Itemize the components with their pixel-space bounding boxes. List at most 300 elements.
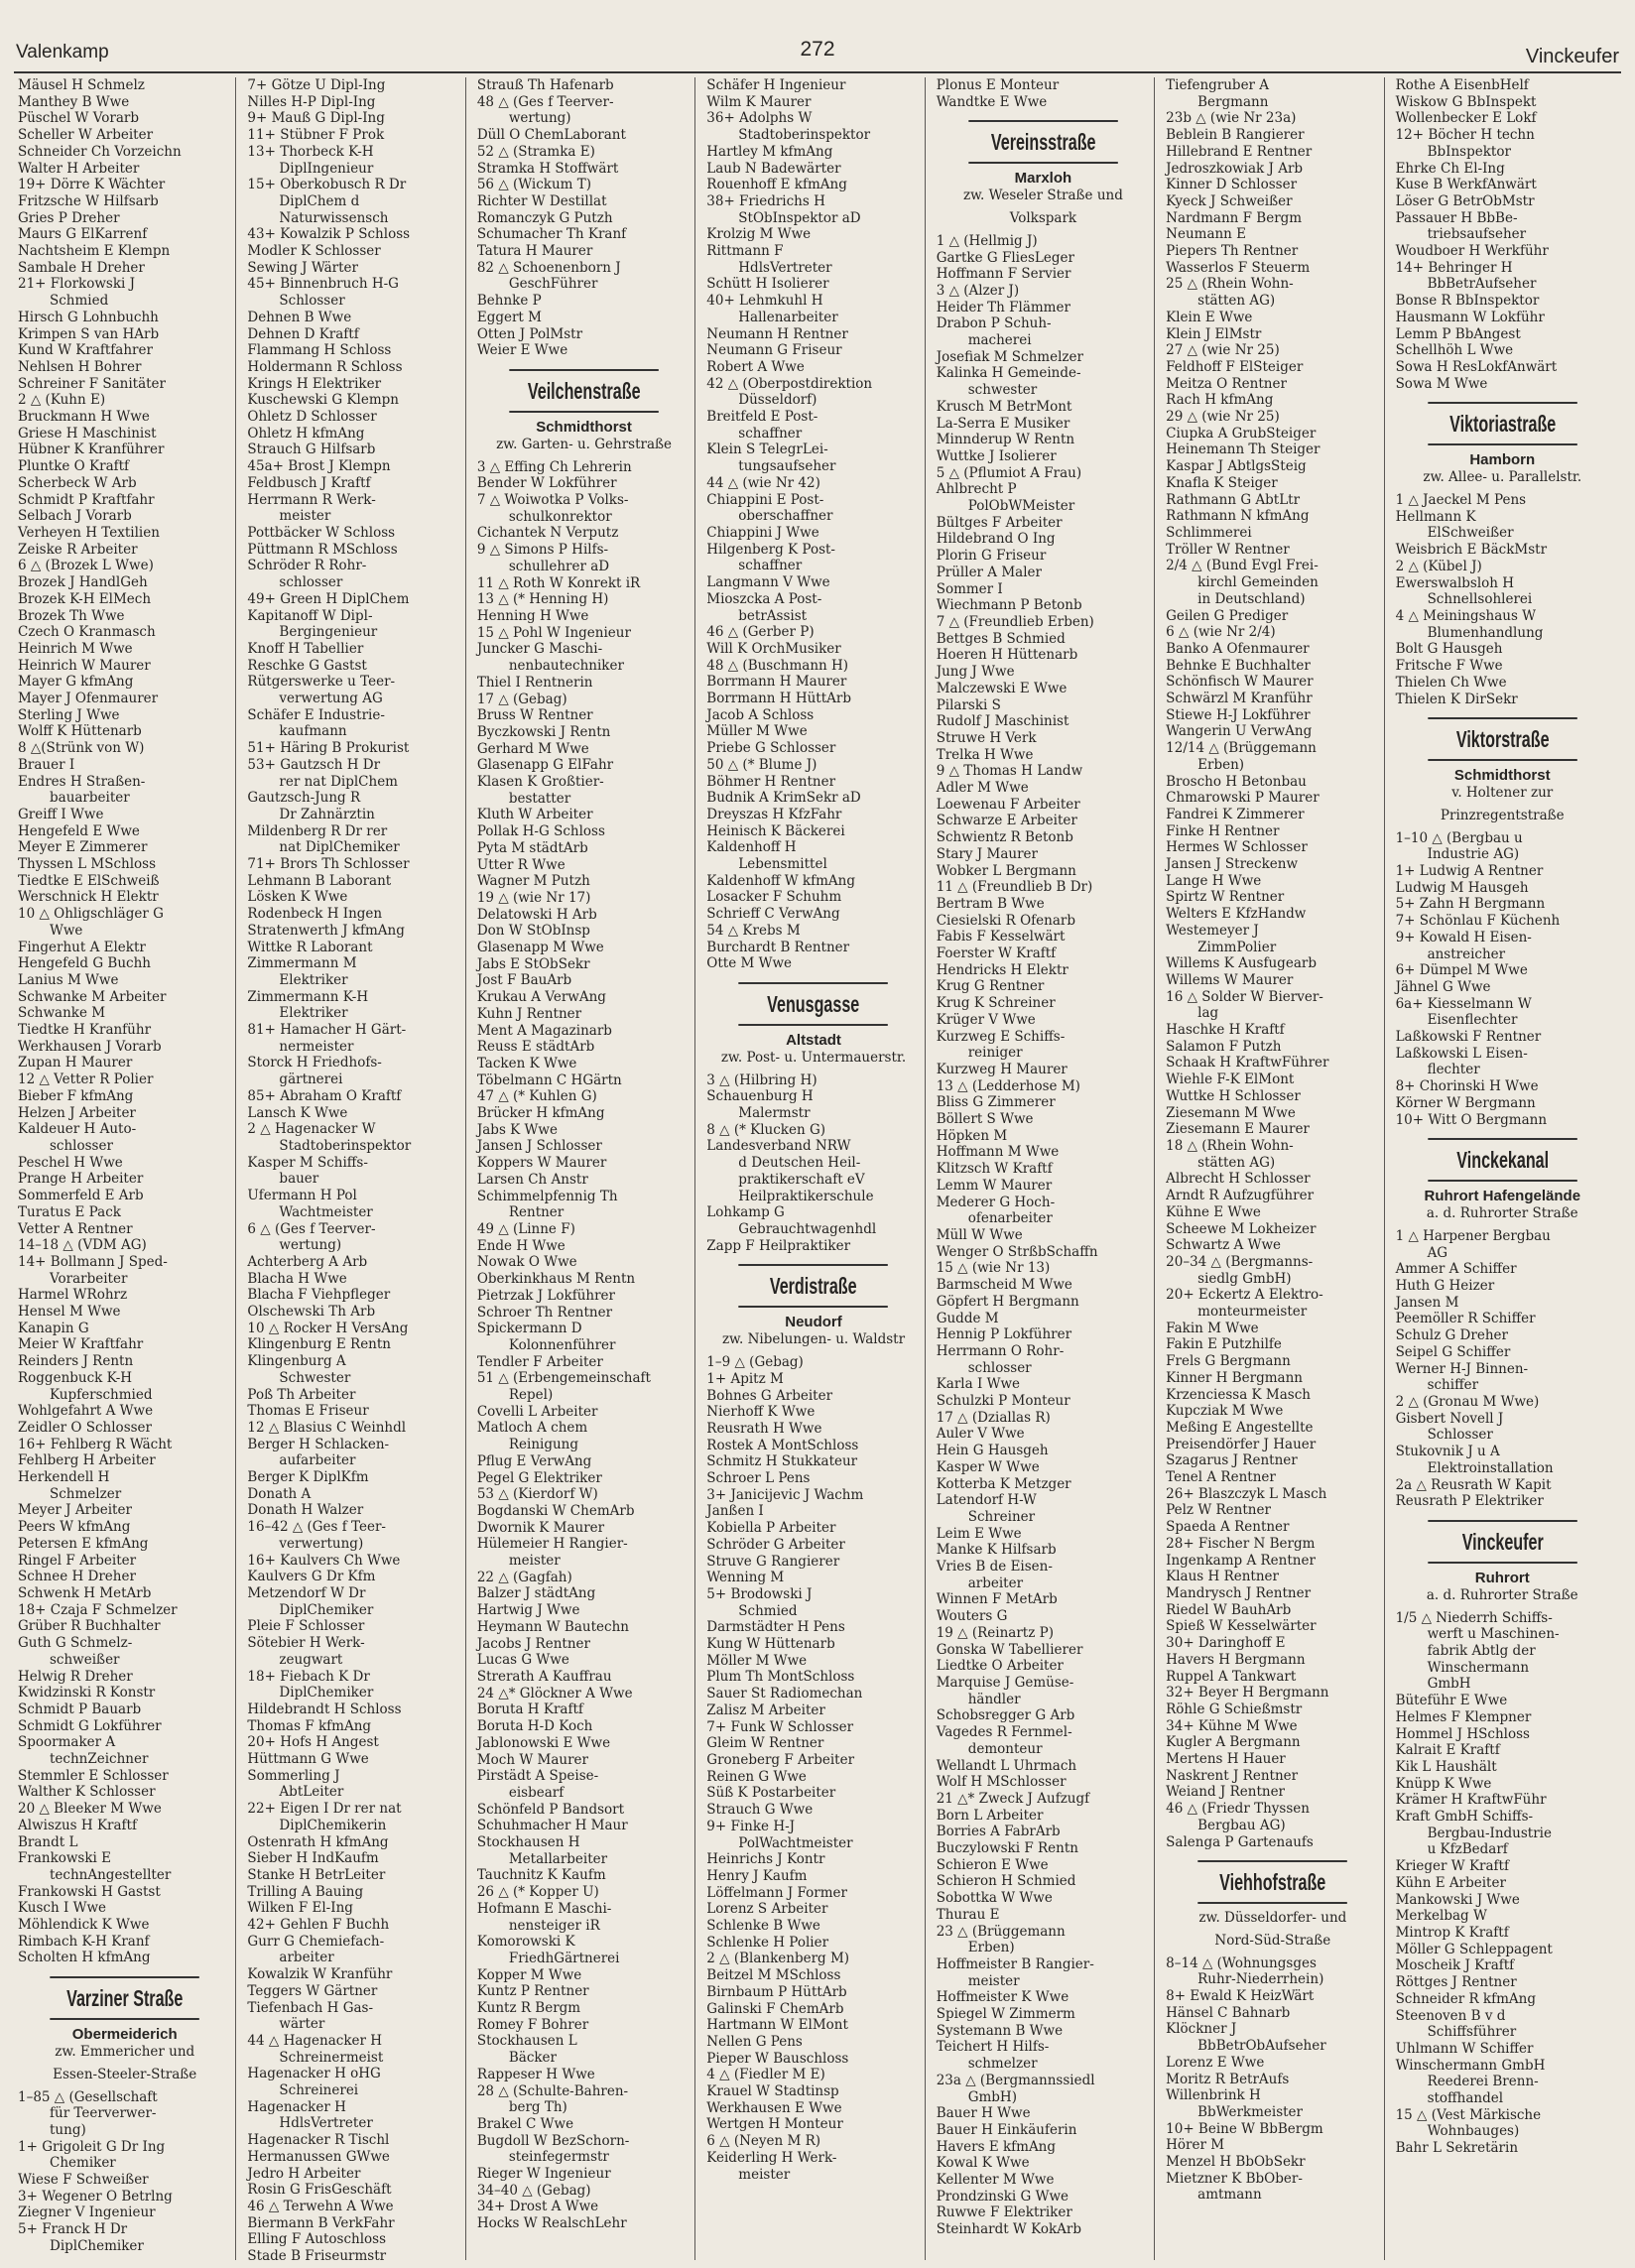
directory-entry: Laßkowski F Rentner	[1395, 1029, 1542, 1046]
entry-continuation: wertung)	[508, 110, 571, 127]
directory-entry: Trilling A Bauing	[247, 1883, 364, 1900]
entry-continuation: macherei	[967, 332, 1032, 349]
entry-continuation: rer nat DiplChem	[279, 773, 398, 790]
directory-entry: Kluth W Arbeiter	[476, 807, 593, 823]
directory-entry: Marquise J Gemüse-	[936, 1674, 1074, 1691]
directory-entry: Hartley M kfmAng	[706, 143, 833, 160]
entry-continuation: schwester	[967, 382, 1038, 399]
directory-entry: Minnderup W Rentn	[936, 432, 1075, 448]
directory-entry: 1+ Apitz M	[706, 1370, 784, 1387]
directory-entry: Jacob A Schloss	[706, 706, 815, 723]
directory-entry: Wertgen H Monteur	[706, 2116, 843, 2133]
directory-entry: Schönfisch W Maurer	[1166, 674, 1314, 691]
directory-entry: Nilles H-P Dipl-Ing	[247, 93, 376, 110]
directory-entry: Lohkamp G	[706, 1204, 785, 1221]
directory-entry: Zeiske R Arbeiter	[18, 541, 138, 558]
directory-entry: Krukau A VerwAng	[476, 989, 606, 1006]
directory-entry: Tauchnitz K Kaufm	[476, 1867, 606, 1884]
directory-entry: Harmel WRohrz	[18, 1287, 128, 1304]
directory-entry: 52 △ (Stramka E)	[476, 143, 595, 160]
directory-entry: Düll O ChemLaborant	[476, 127, 626, 144]
directory-entry: 3 △ Effing Ch Lehrerin	[476, 458, 632, 475]
directory-entry: Foerster W Kraftf	[936, 945, 1057, 962]
entry-continuation: bauer	[279, 1171, 319, 1188]
directory-entry: Ende H Wwe	[476, 1237, 566, 1254]
directory-entry: 19+ Dörre K Wächter	[18, 177, 166, 193]
directory-entry: Schneider R kfmAng	[1395, 1990, 1536, 2007]
directory-entry: Bolt G Hausgeh	[1395, 641, 1503, 658]
directory-entry: Peers W kfmAng	[18, 1519, 131, 1536]
directory-entry: 1–85 △ (Gesellschaft	[18, 2088, 158, 2105]
directory-entry: Nellen G Pens	[706, 2033, 803, 2050]
directory-entry: Spaeda A Rentner	[1166, 1519, 1290, 1536]
directory-entry: Jähnel G Wwe	[1395, 978, 1491, 995]
directory-entry: Ziegner V Ingenieur	[18, 2205, 156, 2221]
directory-entry: Schulz G Dreher	[1395, 1327, 1508, 1344]
directory-entry: 34+ Drost A Wwe	[476, 2199, 599, 2215]
entry-continuation: Metallarbeiter	[508, 1850, 608, 1867]
directory-entry: Reusrath H Wwe	[706, 1420, 822, 1437]
entry-continuation: nermeister	[279, 1038, 354, 1055]
directory-entry: Bogdanski W ChemArb	[476, 1502, 635, 1519]
directory-entry: Gleim W Rentner	[706, 1735, 824, 1752]
directory-entry: Krieger W Kraftf	[1395, 1858, 1509, 1875]
directory-entry: Hausmann W Lokführ	[1395, 309, 1545, 325]
directory-entry: Rappeser H Wwe	[476, 2066, 595, 2082]
directory-entry: Auler V Wwe	[936, 1426, 1025, 1443]
directory-entry: Schlimmerei	[1166, 524, 1252, 541]
directory-entry: 2 △ (Gronau M Wwe)	[1395, 1394, 1540, 1410]
directory-column	[1392, 77, 1613, 2260]
directory-entry: Robert A Wwe	[706, 358, 805, 375]
directory-entry: 14–18 △ (VDM AG)	[18, 1237, 147, 1254]
directory-entry: Lansch K Wwe	[247, 1104, 348, 1121]
directory-entry: Kupcziak M Wwe	[1166, 1403, 1284, 1420]
directory-entry: 6 △ (Neyen M R)	[706, 2133, 821, 2150]
entry-continuation: Schnellsohlerei	[1427, 591, 1533, 608]
directory-entry: Lanius M Wwe	[18, 971, 119, 988]
directory-entry: Kaldenhoff H	[706, 839, 797, 856]
street-location: zw. Allee- u. Parallelstr.	[1423, 469, 1582, 486]
directory-entry: La-Serra E Musiker	[936, 415, 1070, 432]
entry-continuation: Bergingenieur	[279, 624, 378, 641]
directory-entry: 22+ Eigen I Dr rer nat	[247, 1801, 402, 1818]
directory-entry: 85+ Abraham O Kraftf	[247, 1087, 402, 1104]
directory-entry: 20+ Hofs H Angest	[247, 1734, 379, 1751]
directory-entry: Holdermann R Schloss	[247, 358, 403, 375]
directory-entry: Fakin E Putzhilfe	[1166, 1336, 1282, 1353]
directory-entry: Wasserlos F Steuerm	[1166, 259, 1311, 276]
directory-entry: Tenel A Rentner	[1166, 1469, 1276, 1486]
directory-entry: 2/4 △ (Bund Evgl Frei-	[1166, 558, 1319, 574]
directory-entry: Rudolf J Maschinist	[936, 713, 1069, 730]
directory-entry: Strerath A Kauffrau	[476, 1668, 612, 1685]
directory-entry: Neumann E	[1166, 226, 1247, 243]
directory-entry: Bohnes G Arbeiter	[706, 1387, 833, 1404]
entry-continuation: Düsseldorf)	[738, 392, 818, 409]
directory-entry: 40+ Lehmkuhl H	[706, 293, 823, 310]
directory-entry: 9 △ Thomas H Landw	[936, 763, 1083, 780]
page-header	[16, 30, 1619, 69]
entry-continuation: eisbearf	[508, 1784, 565, 1801]
directory-entry: Riedel W BauhArb	[1166, 1601, 1292, 1618]
directory-entry: Kaldenhoff W kfmAng	[706, 872, 855, 889]
directory-entry: Juncker G Maschi-	[476, 641, 603, 658]
entry-continuation: schaffner	[738, 425, 803, 441]
directory-entry: Frankowski E	[18, 1850, 111, 1867]
directory-entry: Zalisz M Arbeiter	[706, 1701, 825, 1718]
directory-entry: 12/14 △ (Brüggemann	[1166, 740, 1317, 757]
directory-entry: Röhle G Schießmstr	[1166, 1701, 1303, 1717]
entry-continuation: Schwester	[279, 1369, 351, 1386]
directory-entry: Liedtke O Arbeiter	[936, 1658, 1064, 1675]
directory-entry: Balzer J städtAng	[476, 1585, 596, 1602]
directory-entry: Schwarze E Arbeiter	[936, 813, 1077, 829]
directory-entry: Reinen G Wwe	[706, 1768, 807, 1785]
directory-entry: Göpfert H Bergmann	[936, 1293, 1079, 1310]
directory-entry: Jung J Wwe	[936, 664, 1015, 681]
directory-entry: 9+ Kowald H Eisen-	[1395, 929, 1532, 945]
directory-entry: 81+ Hamacher H Gärt-	[247, 1022, 407, 1039]
directory-entry: Otten J PolMstr	[476, 325, 583, 342]
directory-entry: Storck H Friedhofs-	[247, 1055, 382, 1071]
directory-entry: Fabis F Kesselwärt	[936, 929, 1066, 945]
directory-entry: Pyta M städtArb	[476, 839, 588, 856]
page-number: 272	[800, 38, 835, 61]
directory-entry: Weisbrich E BäckMstr	[1395, 542, 1548, 559]
entry-continuation: schlosser	[967, 1359, 1032, 1376]
directory-entry: Zupan H Maurer	[18, 1055, 133, 1071]
directory-entry: Blacha H Wwe	[247, 1270, 347, 1287]
directory-entry: Modler K Schlosser	[247, 243, 381, 260]
directory-entry: Biermann B VerkFahr	[247, 2214, 395, 2231]
directory-entry: 71+ Brors Th Schlosser	[247, 856, 410, 873]
directory-entry: 51 △ (Erbengemeinschaft	[476, 1370, 651, 1387]
directory-entry: Heinrichs J Kontr	[706, 1851, 825, 1868]
directory-entry: 1–9 △ (Gebag)	[706, 1354, 804, 1371]
directory-entry: Sowa H ResLokfAnwärt	[1395, 358, 1558, 375]
directory-entry: 6+ Dümpel M Wwe	[1395, 962, 1528, 979]
directory-entry: Romey F Bohrer	[476, 2016, 589, 2033]
directory-entry: Klein J ElMstr	[1166, 325, 1262, 342]
directory-entry: Born L Arbeiter	[936, 1807, 1044, 1824]
directory-entry: Elling F Autoschloss	[247, 2231, 386, 2248]
directory-entry: Brücker H kfmAng	[476, 1105, 605, 1122]
directory-entry: 7+ Götze U Dipl-Ing	[247, 77, 386, 93]
directory-entry: Meyer J Arbeiter	[18, 1502, 132, 1519]
directory-entry: Schwanke M	[18, 1005, 106, 1022]
directory-entry: Schütt H Isolierer	[706, 276, 829, 293]
directory-entry: 12 △ Blasius C Weinhdl	[247, 1419, 407, 1436]
directory-entry: 54 △ Krebs M	[706, 922, 801, 939]
directory-entry: Borrmann H HüttArb	[706, 691, 851, 707]
directory-entry: Wandtke E Wwe	[936, 93, 1048, 110]
entry-continuation: DiplIngenieur	[279, 160, 374, 177]
directory-entry: Behnke P	[476, 293, 542, 310]
street-location: zw. Garten- u. Gehrstraße	[496, 436, 673, 452]
directory-entry: Böllert S Wwe	[936, 1111, 1034, 1128]
directory-entry: 7 △ (Freundlieb Erben)	[936, 613, 1094, 630]
directory-entry: Prondzinski G Wwe	[936, 2188, 1069, 2205]
directory-entry: Nehlsen H Bohrer	[18, 358, 142, 375]
directory-entry: Spickermann D	[476, 1321, 582, 1337]
district-name: Schmidthorst	[536, 418, 632, 436]
directory-entry: Ehrke Ch El-Ing	[1395, 160, 1505, 177]
directory-entry: 2a △ Reusrath W Kapit	[1395, 1476, 1552, 1493]
entry-continuation: Dr Zahnärztin	[279, 806, 375, 822]
entry-continuation: schaffner	[738, 558, 803, 574]
entry-continuation: anstreicher	[1427, 945, 1506, 962]
directory-entry: Struwe H Verk	[936, 729, 1037, 746]
directory-entry: Werschnick H Elektr	[18, 889, 159, 906]
entry-continuation: arbeiter	[279, 1950, 334, 1966]
entry-continuation: Repel)	[508, 1387, 554, 1404]
entry-continuation: u KfzBedarf	[1427, 1841, 1508, 1858]
directory-entry: Otte M Wwe	[706, 955, 793, 972]
directory-entry: Klingenburg A	[247, 1353, 346, 1370]
directory-entry: 38+ Friedrichs H	[706, 192, 825, 209]
directory-entry: Püschel W Vorarb	[18, 110, 139, 127]
directory-entry: Haschke H Kraftf	[1166, 1022, 1285, 1039]
entry-continuation: stätten AG)	[1197, 293, 1276, 310]
entry-continuation: siedlg GmbH)	[1197, 1270, 1292, 1287]
directory-entry: Koppers W Maurer	[476, 1155, 607, 1172]
directory-entry: Klasen K Großtier-	[476, 774, 604, 791]
entry-continuation: aufarbeiter	[279, 1452, 356, 1469]
directory-entry: Gautzsch-Jung R	[247, 790, 361, 807]
directory-entry: Strauß Th Hafenarb	[476, 77, 614, 93]
directory-entry: Klingenburg E Rentn	[247, 1336, 391, 1353]
entry-continuation: Hallenarbeiter	[738, 309, 838, 325]
directory-entry: 5+ Brodowski J	[706, 1585, 813, 1602]
directory-entry: Kusch I Wwe	[18, 1900, 107, 1917]
directory-entry: Henning H Wwe	[476, 607, 589, 624]
directory-entry: 7+ Funk W Schlosser	[706, 1718, 854, 1735]
directory-entry: Olschewski Th Arb	[247, 1304, 376, 1321]
directory-entry: Schaak H KraftwFührer	[1166, 1055, 1329, 1071]
directory-entry: Barmscheid M Wwe	[936, 1277, 1072, 1294]
directory-entry: Vetter A Rentner	[18, 1220, 133, 1237]
directory-entry: Szagarus J Rentner	[1166, 1452, 1298, 1469]
directory-entry: Sambale H Dreher	[18, 259, 145, 276]
directory-entry: Steenoven B v d	[1395, 2007, 1506, 2024]
entry-continuation: StObInspektor aD	[738, 209, 861, 226]
directory-entry: Donath H Walzer	[247, 1502, 364, 1519]
directory-entry: 20 △ Bleeker M Wwe	[18, 1801, 162, 1818]
directory-entry: 23 △ (Brüggemann	[936, 1923, 1066, 1940]
entry-continuation: verwertung AG	[279, 691, 383, 707]
directory-entry: Trelka H Wwe	[936, 746, 1034, 763]
directory-entry: Matloch A chem	[476, 1420, 588, 1437]
directory-entry: 15 △ Pohl W Ingenieur	[476, 624, 631, 641]
directory-entry: Havers H Bergmann	[1166, 1651, 1306, 1668]
directory-entry: Schnee H Dreher	[18, 1569, 136, 1585]
directory-entry: Prüller A Maler	[936, 564, 1042, 580]
directory-entry: 23a △ (Bergmannssiedl	[936, 2072, 1095, 2088]
entry-continuation: wertung)	[279, 1237, 342, 1254]
directory-entry: Schmidt P Kraftfahr	[18, 491, 155, 508]
directory-entry: Möller G Schleppagent	[1395, 1941, 1553, 1957]
directory-entry: Krings H Elektriker	[247, 375, 382, 392]
directory-entry: Frankowski H Gastst	[18, 1883, 161, 1900]
directory-entry: Bauer H Einkäuferin	[936, 2121, 1077, 2138]
directory-entry: Hänsel C Bahnarb	[1166, 2004, 1291, 2021]
directory-entry: Rimbach K-H Kranf	[18, 1933, 150, 1950]
directory-entry: Wolff K Hüttenarb	[18, 723, 142, 740]
directory-entry: Teichert H Hilfs-	[936, 2039, 1050, 2056]
directory-entry: Kik L Haushält	[1395, 1758, 1497, 1775]
directory-entry: Sowa M Wwe	[1395, 375, 1488, 392]
directory-entry: Strauch G Wwe	[706, 1802, 814, 1819]
directory-entry: Lorenz E Wwe	[1166, 2054, 1265, 2071]
district-name: Obermeiderich	[71, 2026, 178, 2044]
directory-entry: Josefiak M Schmelzer	[936, 348, 1083, 365]
directory-entry: Stiewe H-J Lokführer	[1166, 706, 1311, 723]
directory-entry: Hagenacker H	[247, 2098, 346, 2115]
entry-continuation: Elektriker	[279, 971, 348, 988]
directory-entry: Reinders J Rentn	[18, 1353, 134, 1370]
directory-entry: Bieber F kfmAng	[18, 1087, 134, 1104]
directory-entry: Kühne E Wwe	[1166, 1203, 1261, 1220]
directory-entry: Hirsch G Lohnbuchh	[18, 309, 159, 325]
directory-entry: Hübner K Kranführer	[18, 441, 165, 458]
entry-continuation: oberschaffner	[738, 508, 833, 525]
directory-entry: Dwornik K Maurer	[476, 1519, 605, 1536]
directory-entry: Löser G BetrObMstr	[1395, 192, 1535, 209]
directory-entry: 25 △ (Rhein Wohn-	[1166, 276, 1294, 293]
directory-columns	[14, 77, 1621, 2260]
directory-entry: Sieber H IndKaufm	[247, 1850, 379, 1867]
directory-entry: 15+ Oberkobusch R Dr	[247, 177, 407, 193]
directory-entry: Groneberg F Arbeiter	[706, 1751, 855, 1768]
directory-entry: Pollak H-G Schloss	[476, 823, 605, 840]
directory-entry: Hein G Hausgeh	[936, 1443, 1049, 1459]
directory-entry: Brauer I	[18, 756, 75, 773]
directory-entry: 12 △ Vetter R Polier	[18, 1071, 154, 1088]
directory-entry: Thomas F kfmAng	[247, 1717, 372, 1734]
entry-continuation: Stadtoberinspektor	[738, 127, 871, 144]
directory-entry: Süß K Postarbeiter	[706, 1785, 836, 1802]
directory-entry: Heinisch K Bäckerei	[706, 822, 845, 839]
directory-entry: Stockhausen H	[476, 1834, 580, 1851]
entry-continuation: schlosser	[50, 1138, 113, 1154]
directory-entry: Karla I Wwe	[936, 1376, 1020, 1393]
directory-entry: Nierhoff K Wwe	[706, 1404, 816, 1421]
directory-entry: Mayer J Ofenmaurer	[18, 691, 159, 707]
directory-entry: Schuhmacher H Maur	[476, 1818, 628, 1834]
directory-entry: Hennig P Lokführer	[936, 1326, 1072, 1343]
directory-entry: Brandt L	[18, 1833, 78, 1850]
entry-continuation: Schmied	[50, 293, 109, 310]
directory-entry: Hagenacker R Tischl	[247, 2132, 390, 2149]
street-location: a. d. Ruhrorter Straße	[1426, 1586, 1578, 1603]
directory-entry: Ohletz H kfmAng	[247, 425, 365, 441]
directory-entry: Rathmann G AbtLtr	[1166, 491, 1301, 508]
directory-entry: Mintrop K Kraftf	[1395, 1924, 1509, 1941]
directory-entry: 7+ Schönlau F Küchenh	[1395, 913, 1561, 930]
directory-column	[243, 77, 465, 2260]
entry-continuation: Kolonnenführer	[508, 1336, 616, 1353]
directory-entry: Welters E KfzHandw	[1166, 906, 1307, 923]
directory-entry: Richter W Destillat	[476, 192, 607, 209]
directory-entry: 6 △ (Ges f Teerver-	[247, 1220, 376, 1237]
directory-entry: 11+ Stübner F Prok	[247, 127, 385, 144]
directory-entry: Krämer H KraftwFühr	[1395, 1792, 1547, 1809]
directory-entry: Stemmler E Schlosser	[18, 1767, 169, 1784]
directory-entry: Hildebrandt H Schloss	[247, 1701, 402, 1717]
directory-entry: Hagenacker H oHG	[247, 2066, 381, 2082]
directory-entry: Schulzki P Monteur	[936, 1393, 1070, 1410]
directory-entry: Schroer Th Rentner	[476, 1304, 613, 1321]
directory-entry: Wangerin U VerwAng	[1166, 723, 1313, 740]
directory-entry: Bauer H Wwe	[936, 2105, 1031, 2122]
directory-entry: 8+ Chorinski H Wwe	[1395, 1078, 1539, 1095]
directory-entry: Chiappini J Wwe	[706, 524, 819, 541]
directory-entry: Langmann V Wwe	[706, 574, 830, 591]
directory-entry: Lemm P BbAngest	[1395, 325, 1521, 342]
directory-entry: Czech O Kranmasch	[18, 624, 156, 641]
directory-entry: 17 △ (Gebag)	[476, 691, 567, 707]
directory-entry: Berger K DiplKfm	[247, 1469, 369, 1486]
directory-entry: Losacker F Schuhm	[706, 889, 842, 906]
directory-entry: Helmes F Klempner	[1395, 1708, 1532, 1725]
directory-entry: Birnbaum P HüttArb	[706, 1983, 847, 2000]
directory-entry: Schröder R Rohr-	[247, 558, 367, 574]
directory-entry: 9+ Mauß G Dipl-Ing	[247, 110, 385, 127]
directory-entry: Hüttmann G Wwe	[247, 1751, 369, 1768]
directory-entry: Lange H Wwe	[1166, 872, 1262, 889]
directory-entry: Hülemeier H Rangier-	[476, 1536, 628, 1553]
directory-entry: Ahlbrecht P	[936, 481, 1017, 498]
directory-entry: Stary J Maurer	[936, 845, 1038, 862]
entry-continuation: schiffer	[1427, 1377, 1479, 1394]
directory-entry: Klein E Wwe	[1166, 309, 1253, 325]
directory-entry: 42+ Gehlen F Buchh	[247, 1917, 390, 1934]
directory-entry: Lorenz S Arbeiter	[706, 1901, 828, 1918]
directory-entry: Endres H Straßen-	[18, 773, 146, 790]
directory-entry: Teggers W Gärtner	[247, 1982, 378, 1999]
directory-entry: Buczylowski F Rentn	[936, 1840, 1078, 1857]
entry-continuation: praktikerschaft eV	[738, 1171, 865, 1188]
street-location: zw. Nibelungen- u. Waldstr	[721, 1331, 906, 1348]
street-heading: Vinckeufer	[1428, 1520, 1577, 1564]
directory-entry: 43+ Kowalzik P Schloss	[247, 226, 411, 243]
directory-entry: Banko A Ofenmaurer	[1166, 640, 1310, 657]
directory-entry: Kinner D Schlosser	[1166, 177, 1298, 193]
directory-entry: Herrmann R Werk-	[247, 491, 376, 508]
entry-continuation: Schlosser	[1427, 1427, 1493, 1444]
directory-entry: Schieron H Schmied	[936, 1873, 1076, 1890]
directory-entry: Menzel H BbObSekr	[1166, 2154, 1306, 2171]
directory-entry: Feldbusch J Kraftf	[247, 474, 371, 491]
directory-entry: Fritzsche W Hilfsarb	[18, 192, 159, 209]
directory-entry: Meyer E Zimmerer	[18, 839, 148, 856]
directory-entry: 7 △ Woiwotka P Volks-	[476, 492, 629, 509]
directory-entry: Tiedtke E ElSchweiß	[18, 872, 160, 889]
directory-entry: Höpken M	[936, 1127, 1008, 1144]
entry-continuation: kirchl Gemeinden	[1197, 574, 1319, 591]
directory-entry: 16 △ Solder W Bierver-	[1166, 988, 1323, 1005]
directory-entry: Ment A Magazinarb	[476, 1022, 612, 1039]
directory-entry: 16+ Fehlberg R Wächt	[18, 1436, 173, 1452]
directory-entry: Fehlberg H Arbeiter	[18, 1452, 156, 1469]
directory-entry: Winnen F MetArb	[936, 1591, 1058, 1608]
directory-entry: 29 △ (wie Nr 25)	[1166, 409, 1280, 426]
directory-entry: 4 △ (Fiedler M E)	[706, 2067, 825, 2083]
directory-entry: Dehnen B Wwe	[247, 309, 352, 325]
directory-entry: Wollenbecker E Lokf	[1395, 110, 1537, 127]
entry-continuation: ofenarbeiter	[967, 1210, 1053, 1227]
